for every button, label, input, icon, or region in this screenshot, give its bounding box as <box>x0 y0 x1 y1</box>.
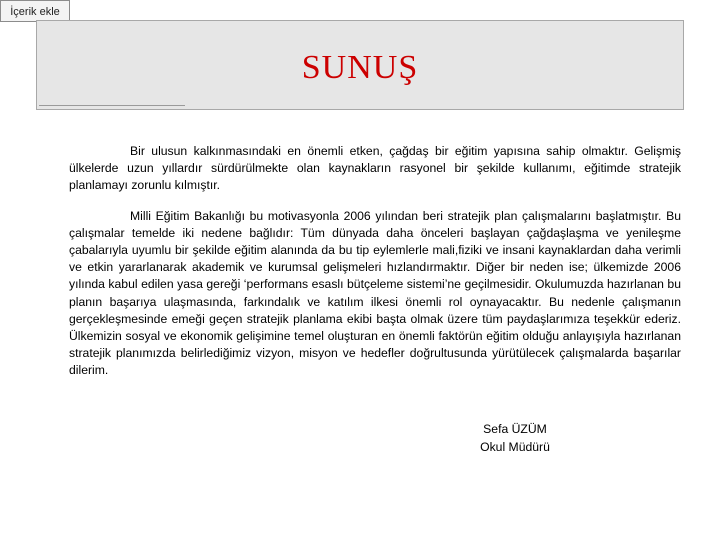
paragraph-intro: Bir ulusun kalkınmasındaki en önemli etken, çağdaş bir eğitim yapısına sahip olmaktır. Gelişmiş ülkelerde uzun yıllardır sürdürülmekte olan kaynakların rasyonel bir şekilde kullanımı, eğitimde stratejik planlamayı zorunlu kılmıştır. <box>69 144 681 193</box>
body-text <box>69 143 681 380</box>
insert-toc-button[interactable]: İçerik ekle <box>0 0 70 22</box>
signature-block <box>470 420 560 456</box>
signature-name: Sefa ÜZÜM <box>483 422 547 436</box>
title-panel <box>36 20 684 110</box>
slide-title: SUNUŞ <box>301 49 419 86</box>
title-divider <box>39 105 185 106</box>
paragraph-main: Milli Eğitim Bakanlığı bu motivasyonla 2006 yılından beri stratejik plan çalışmalarını başlatmıştır. Bu çalışmalar temelde iki nedene bağlıdır: Tüm dünyada daha önceleri başlayan çağdaşlaşma ve yenileşme çabalarıyla uyumlu bir şekilde eğitim alanında da bu tip eylemlerle mali,fiziki ve insani kaynaklardan daha verimli ve etkin yararlanarak akademik ve kurumsal gelişmeleri hızlandırmaktır. Diğer bir neden ise; ülkemizde 2006 yılında kabul edilen yasa gereği ‘performans esaslı bütçeleme sistemi’ne geçilmesidir. Okulumuzda hazırlanan bu planın başarıya ulaşmasında, farkındalık ve katılım ilkesi önemli rol oynayacaktır. Bu nedenle çalışmanın gerçekleşmesinde emeği geçen stratejik planlama ekibi başta olmak üzere tüm paydaşlarımıza teşekkür ederiz. Ülkemizin sosyal ve ekonomik gelişimine temel oluşturan en önemli faktörün eğitim olduğu anlayışıyla hazırlanan stratejik planımızda belirlediğimiz vizyon, misyon ve hedefler doğrultusunda yürütülecek çalışmalarda başarılar dilerim. <box>69 208 681 378</box>
signature-role: Okul Müdürü <box>480 440 550 454</box>
